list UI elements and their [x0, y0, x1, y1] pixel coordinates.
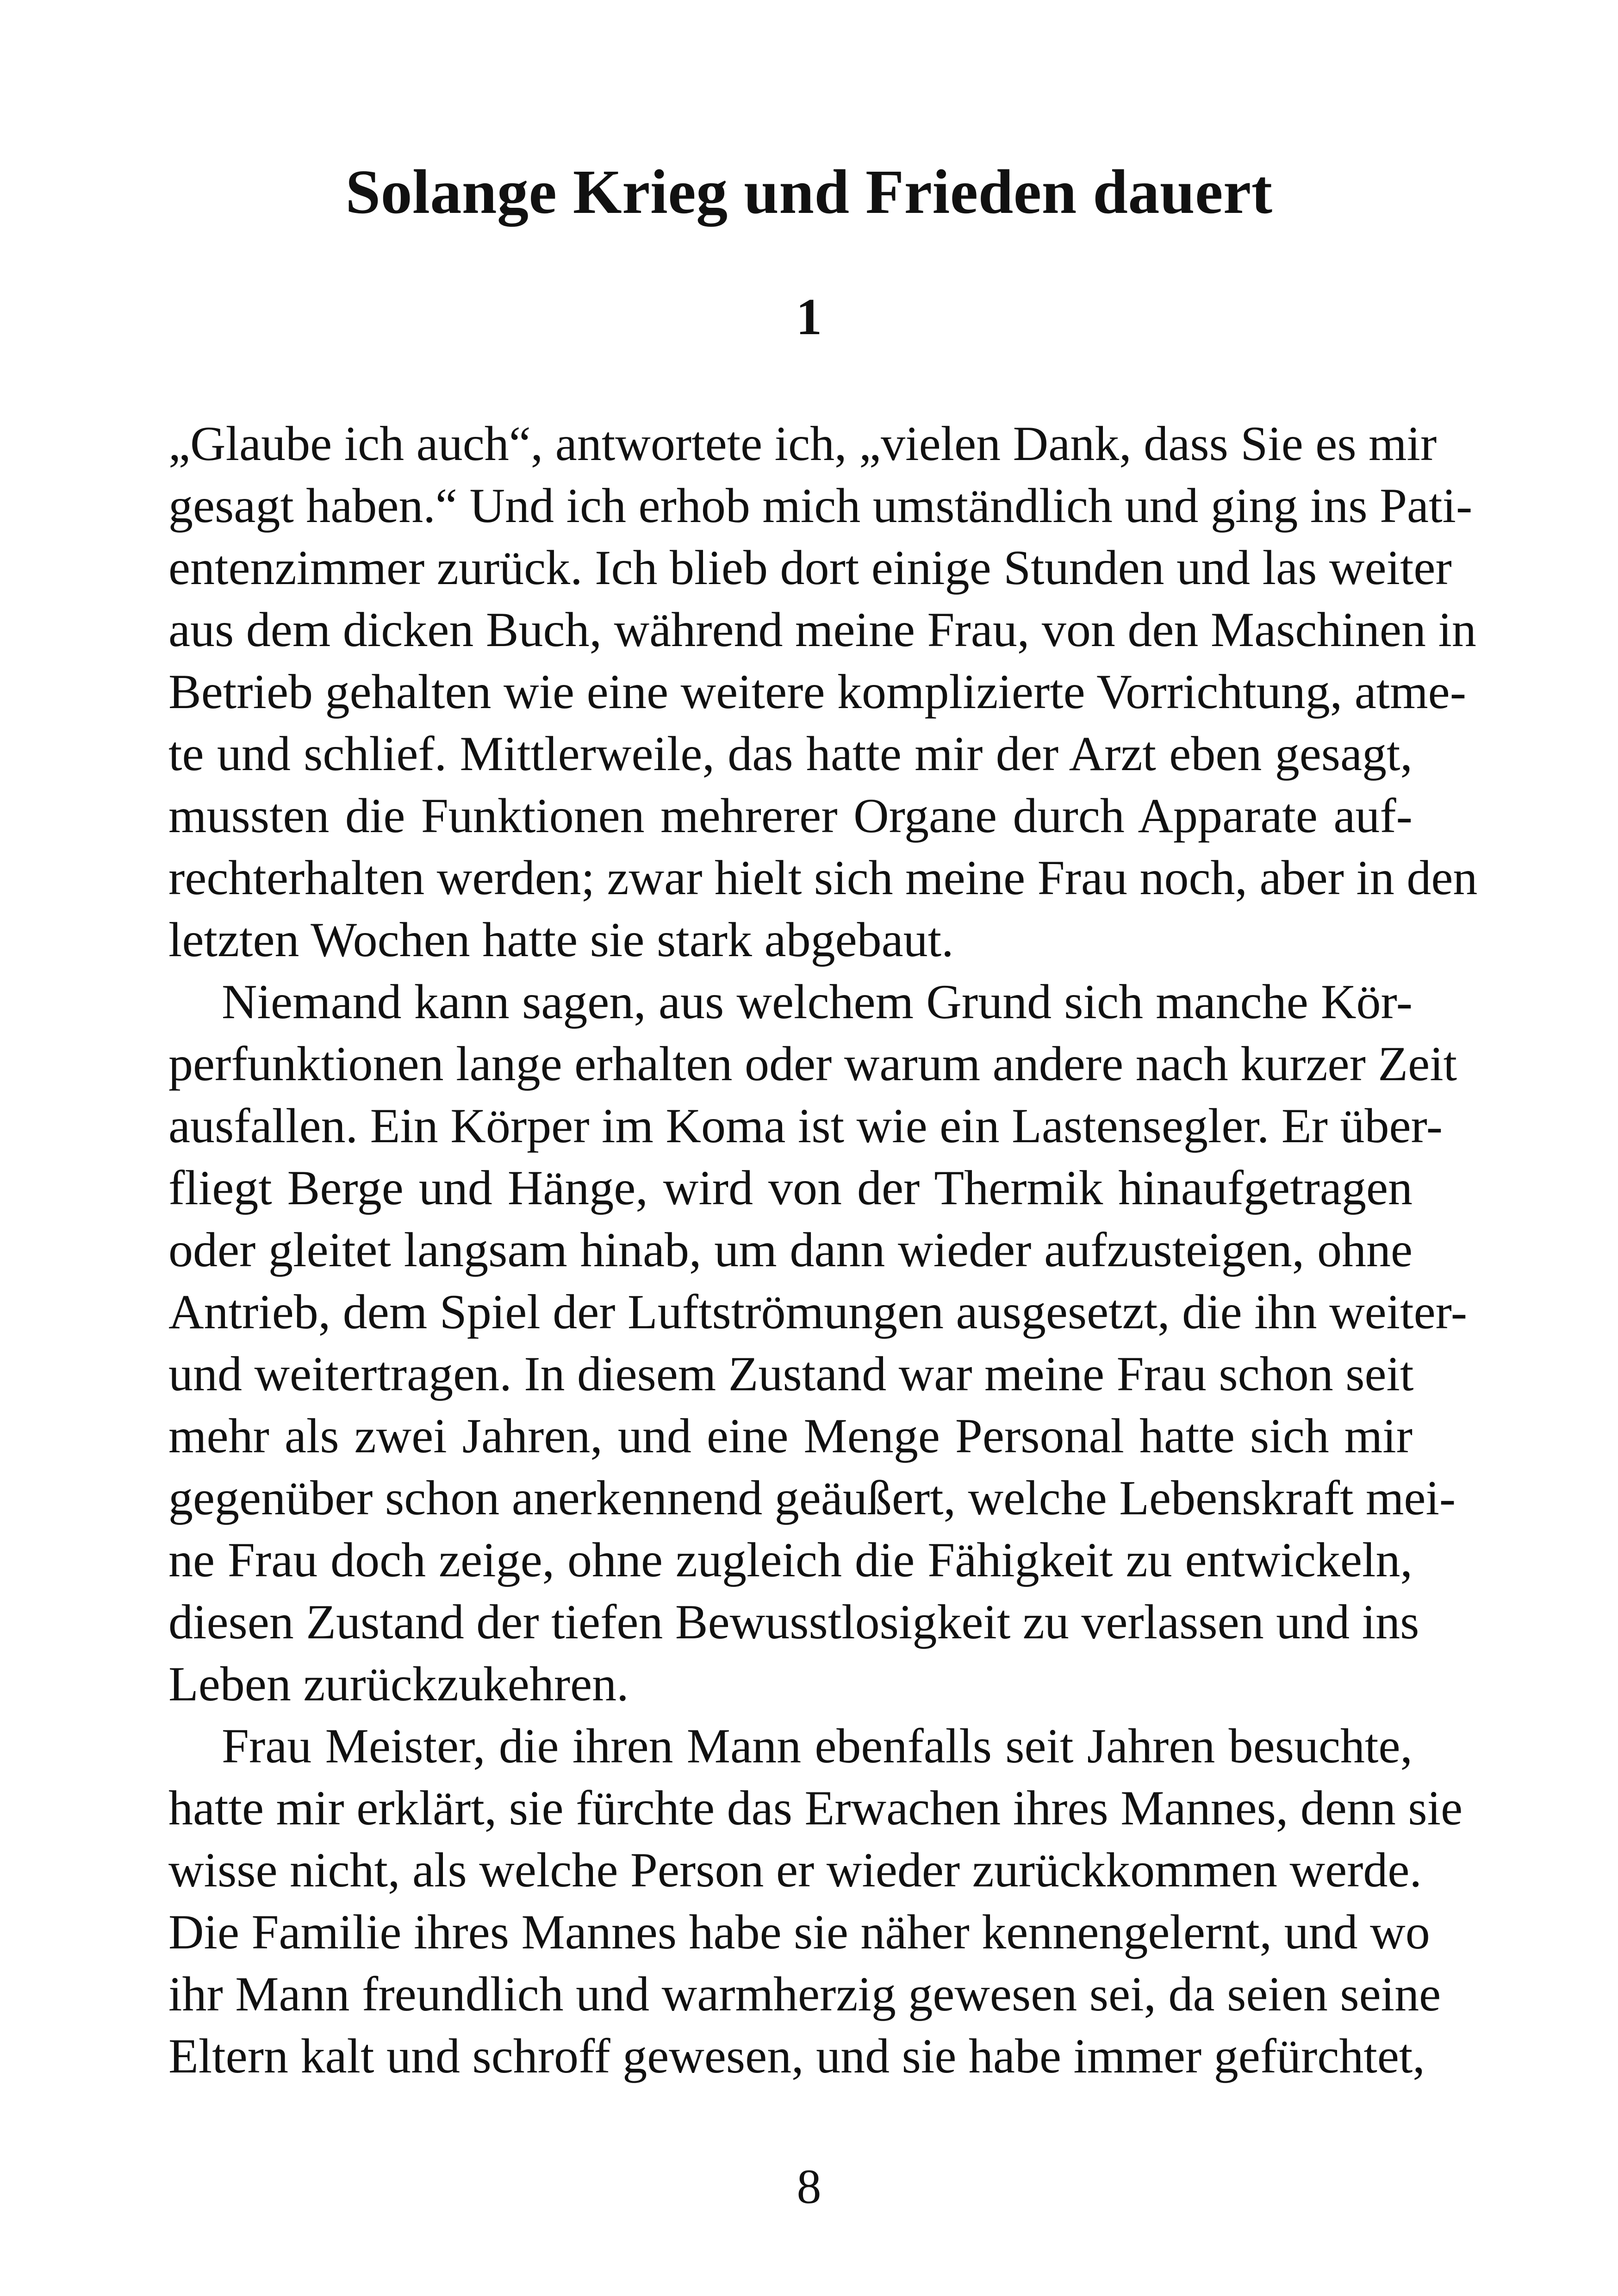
text-line: mehr als zwei Jahren, und eine Menge Personal hatte sich mir: [168, 1409, 1413, 1463]
text-line: rechterhalten werden; zwar hielt sich meine Frau noch, aber in den: [168, 851, 1478, 905]
text-line: oder gleitet langsam hinab, um dann wieder aufzusteigen, ohne: [168, 1223, 1413, 1277]
paragraph-3: [168, 1715, 1463, 2087]
text-line: ihr Mann freundlich und warmherzig gewesen sei, da seien seine: [168, 1967, 1441, 2021]
text-line: mussten die Funktionen mehrerer Organe durch Apparate auf-: [168, 789, 1413, 843]
text-line: ne Frau doch zeige, ohne zugleich die Fähigkeit zu entwickeln,: [168, 1533, 1413, 1587]
chapter-number: 1: [796, 288, 822, 346]
text-line: fliegt Berge und Hänge, wird von der Thermik hinaufgetragen: [168, 1161, 1413, 1215]
text-line: Eltern kalt und schroff gewesen, und sie habe immer gefürchtet,: [168, 2029, 1425, 2083]
page-title: Solange Krieg und Frieden dauert: [345, 157, 1273, 227]
text-line: ausfallen. Ein Körper im Koma ist wie ein Lastensegler. Er über-: [168, 1099, 1443, 1153]
text-line: aus dem dicken Buch, während meine Frau, von den Maschinen in: [168, 603, 1476, 657]
text-line: Die Familie ihres Mannes habe sie näher kennengelernt, und wo: [168, 1905, 1430, 1959]
text-line: Betrieb gehalten wie eine weitere komplizierte Vorrichtung, atme-: [168, 665, 1467, 719]
paragraph-2: [168, 971, 1468, 1715]
text-line: diesen Zustand der tiefen Bewusstlosigkeit zu verlassen und ins: [168, 1595, 1419, 1649]
text-line: hatte mir erklärt, sie fürchte das Erwachen ihres Mannes, denn sie: [168, 1781, 1463, 1835]
text-line: und weitertragen. In diesem Zustand war meine Frau schon seit: [168, 1347, 1414, 1401]
text-line: Niemand kann sagen, aus welchem Grund sich manche Kör-: [222, 975, 1413, 1029]
text-line: „Glaube ich auch“, antwortete ich, „vielen Dank, dass Sie es mir: [168, 417, 1437, 471]
text-line: Frau Meister, die ihren Mann ebenfalls seit Jahren besuchte,: [222, 1719, 1413, 1773]
page-number: 8: [797, 2159, 821, 2214]
text-line: letzten Wochen hatte sie stark abgebaut.: [168, 913, 954, 967]
text-line: Antrieb, dem Spiel der Luftströmungen ausgesetzt, die ihn weiter-: [168, 1285, 1468, 1339]
text-line: gesagt haben.“ Und ich erhob mich umständlich und ging ins Pati-: [168, 479, 1473, 533]
text-line: gegenüber schon anerkennend geäußert, welche Lebenskraft mei-: [168, 1471, 1456, 1525]
text-line: perfunktionen lange erhalten oder warum andere nach kurzer Zeit: [168, 1037, 1457, 1091]
text-line: entenzimmer zurück. Ich blieb dort einige Stunden und las weiter: [168, 541, 1452, 595]
text-line: te und schlief. Mittlerweile, das hatte mir der Arzt eben gesagt,: [168, 727, 1413, 781]
body-text: [168, 413, 1478, 2087]
text-line: wisse nicht, als welche Person er wieder zurückkommen werde.: [168, 1843, 1422, 1897]
paragraph-1: [168, 413, 1478, 971]
text-line: Leben zurückzukehren.: [168, 1657, 629, 1711]
